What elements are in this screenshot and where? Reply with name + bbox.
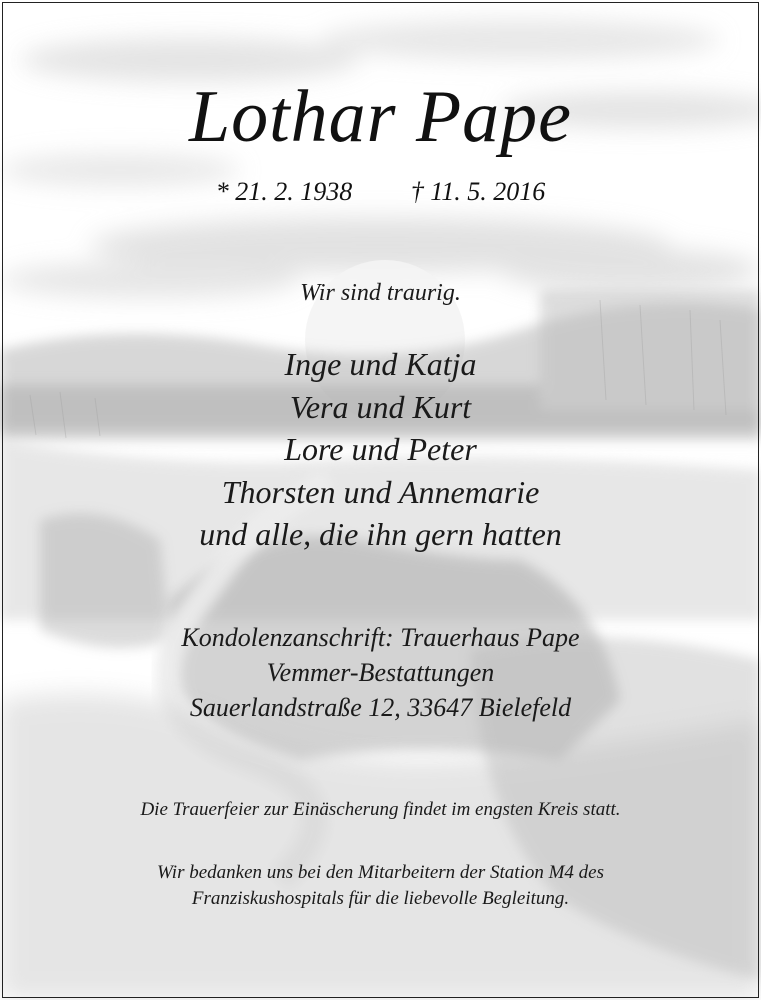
address-line: Kondolenzanschrift: Trauerhaus Pape — [181, 623, 580, 652]
thanks-line: Wir bedanken uns bei den Mitarbeitern der Station M4 des — [157, 862, 604, 883]
mourner-line: Thorsten und Annemarie — [221, 473, 540, 510]
thanks-line: Franziskushospitals für die liebevolle Begleitung. — [191, 888, 570, 909]
address-line: Vemmer-Bestattungen — [266, 658, 495, 687]
ceremony-note: Die Trauerfeier zur Einäscherung findet im engsten Kreis statt. — [140, 799, 621, 820]
death-date: † 11. 5. 2016 — [410, 177, 546, 206]
address-line: Sauerlandstraße 12, 33647 Bielefeld — [189, 693, 572, 722]
deceased-name: Lothar Pape — [188, 76, 573, 158]
mourner-line: Inge und Katja — [284, 346, 477, 382]
mourner-line: und alle, die ihn gern hatten — [199, 516, 562, 552]
sorrow-line: Wir sind traurig. — [300, 280, 461, 306]
mourners-list — [0, 343, 761, 556]
thanks-note — [0, 860, 761, 912]
condolence-address — [0, 620, 761, 725]
birth-date: * 21. 2. 1938 — [215, 177, 353, 206]
mourner-line: Vera und Kurt — [289, 388, 472, 425]
mourner-line: Lore und Peter — [284, 431, 477, 467]
life-dates — [0, 176, 761, 208]
